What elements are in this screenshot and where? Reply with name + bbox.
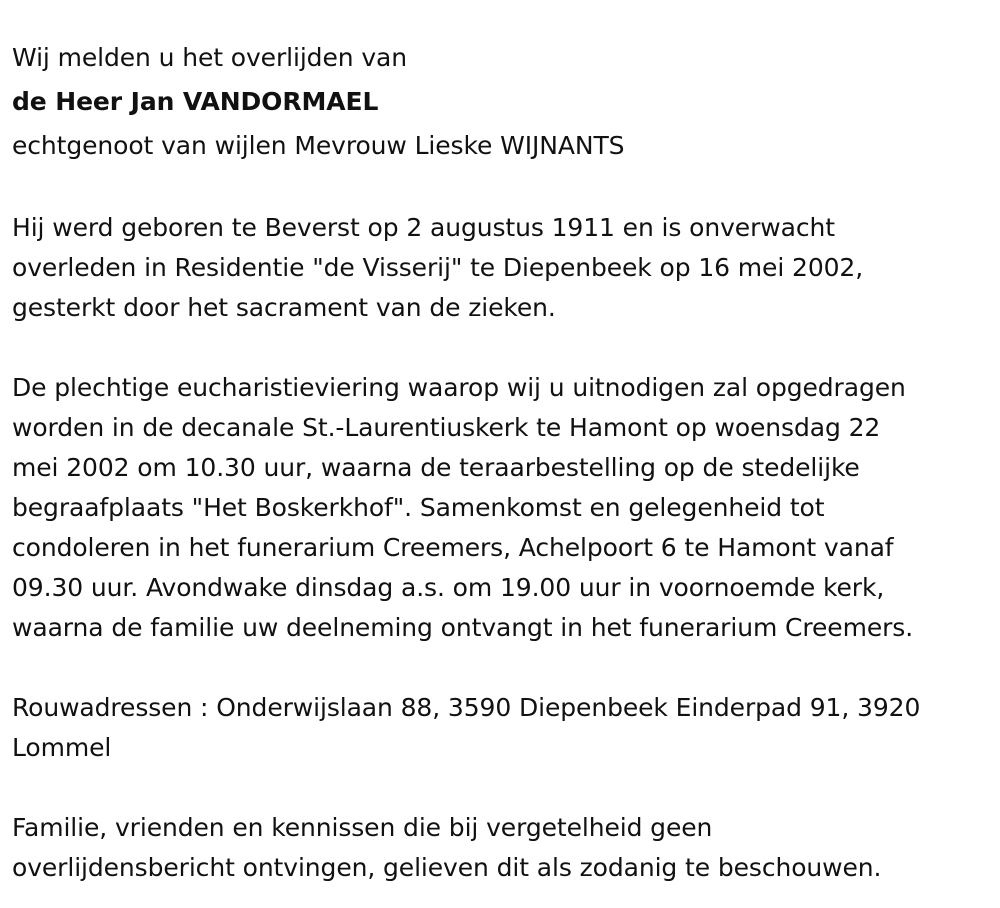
deceased-name: de Heer Jan VANDORMAEL [12,87,379,116]
paragraph-line: overlijdensbericht ontvingen, gelieven dit als zodanig te beschouwen. [12,853,882,882]
ceremony-paragraph [12,368,988,648]
spouse-line: echtgenoot van wijlen Mevrouw Lieske WIJNANTS [12,131,625,160]
paragraph-line: overleden in Residentie "de Visserij" te Diepenbeek op 16 mei 2002, [12,253,864,282]
paragraph-line: gesterkt door het sacrament van de zieken. [12,293,556,322]
paragraph-line: condoleren in het funerarium Creemers, Achelpoort 6 te Hamont vanaf [12,533,894,562]
paragraph-line: begraafplaats "Het Boskerkhof". Samenkomst en gelegenheid tot [12,493,825,522]
intro-text: Wij melden u het overlijden van [12,43,407,72]
paragraph-line: worden in de decanale St.-Laurentiuskerk te Hamont op woensdag 22 [12,413,881,442]
paragraph-line: Familie, vrienden en kennissen die bij vergetelheid geen [12,813,713,842]
paragraph-line: Rouwadressen : Onderwijslaan 88, 3590 Diepenbeek Einderpad 91, 3920 [12,693,921,722]
closing-paragraph [12,808,988,888]
birth-death-paragraph [12,208,988,328]
paragraph-line: De plechtige eucharistieviering waarop wij u uitnodigen zal opgedragen [12,373,906,402]
paragraph-line: waarna de familie uw deelneming ontvangt in het funerarium Creemers. [12,613,914,642]
paragraph-line: Lommel [12,733,112,762]
paragraph-line: 09.30 uur. Avondwake dinsdag a.s. om 19.00 uur in voornoemde kerk, [12,573,885,602]
addresses-paragraph [12,688,988,768]
paragraph-line: Hij werd geboren te Beverst op 2 augustus 1911 en is onverwacht [12,213,835,242]
paragraph-line: mei 2002 om 10.30 uur, waarna de teraarbestelling op de stedelijke [12,453,860,482]
